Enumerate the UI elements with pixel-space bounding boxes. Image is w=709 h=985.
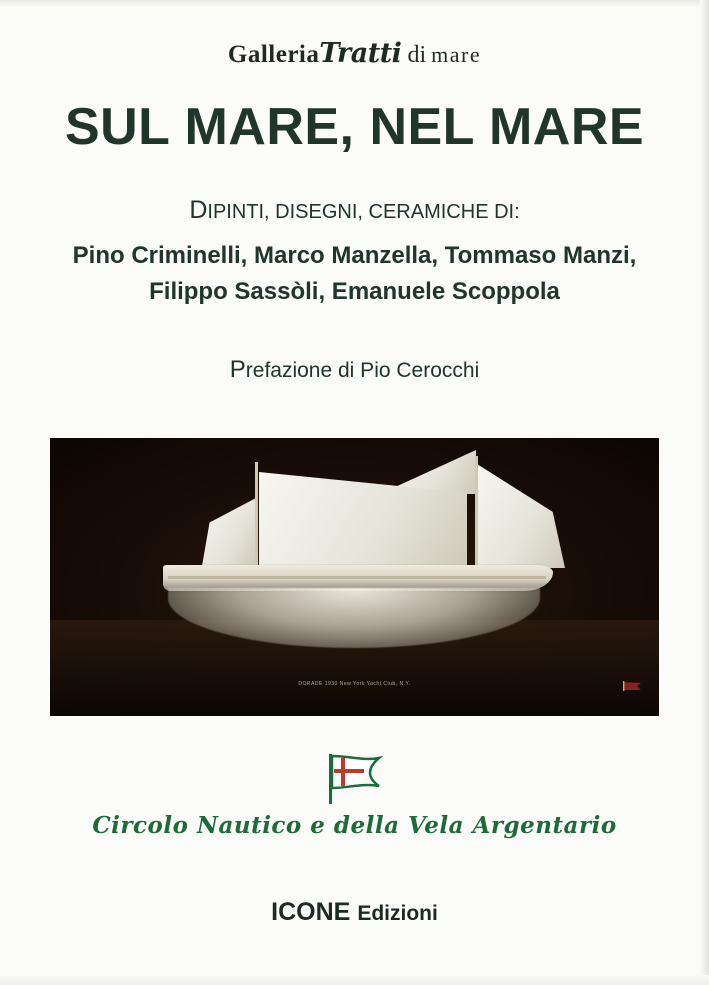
page-edge-bottom bbox=[0, 975, 709, 985]
artists-line: Pino Criminelli, Marco Manzella, Tommaso Manzi, bbox=[72, 242, 637, 269]
artists-line: Filippo Sassòli, Emanuele Scoppola bbox=[149, 278, 560, 305]
gallery-imprint bbox=[0, 38, 709, 69]
sail-mizzen bbox=[477, 464, 565, 568]
gallery-script-name: Tratti bbox=[319, 38, 402, 69]
burgee-icon bbox=[323, 752, 387, 806]
artists-list bbox=[0, 238, 709, 310]
sail-jib bbox=[202, 498, 256, 566]
hull-stripe bbox=[168, 576, 546, 579]
club-name: Circolo Nautico e della Vela Argentario bbox=[92, 812, 617, 839]
publisher bbox=[0, 898, 709, 927]
gallery-mare: mare bbox=[431, 42, 482, 67]
gallery-di: di bbox=[407, 42, 427, 68]
preface-lead: P bbox=[229, 356, 246, 383]
mast-main bbox=[475, 456, 478, 568]
preface-rest: refazione di Pio Cerocchi bbox=[245, 359, 480, 382]
page-edge-top bbox=[0, 0, 709, 7]
subtitle-rest: IPINTI, DISEGNI, CERAMICHE DI: bbox=[207, 201, 520, 223]
gallery-word: Galleria bbox=[227, 41, 320, 68]
cover-photo bbox=[50, 438, 659, 716]
subtitle bbox=[0, 196, 709, 225]
publisher-name: ICONE bbox=[271, 898, 351, 926]
photo-caption: DORADE 1930 New York Yacht Club, N.Y. bbox=[298, 681, 411, 687]
photo-flag-icon bbox=[623, 680, 645, 692]
subtitle-lead: D bbox=[189, 196, 208, 224]
preface-credit bbox=[0, 356, 709, 384]
mast-fore bbox=[255, 462, 258, 568]
club-logo-block bbox=[0, 752, 709, 839]
page-title: SUL MARE, NEL MARE bbox=[64, 98, 645, 156]
publisher-suffix: Edizioni bbox=[357, 902, 438, 925]
